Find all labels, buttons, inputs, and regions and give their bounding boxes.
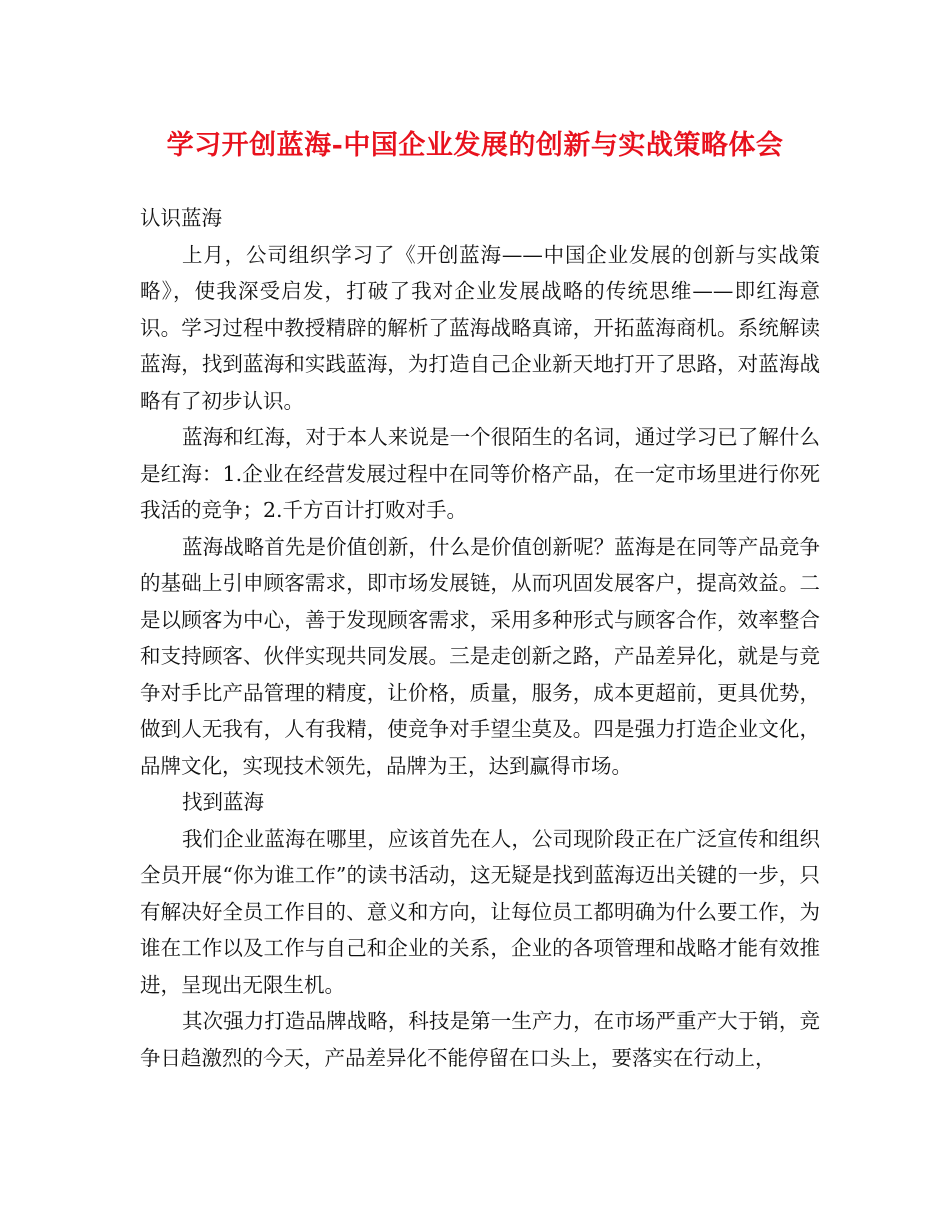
document-title: 学习开创蓝海-中国企业发展的创新与实战策略体会 bbox=[166, 130, 784, 161]
paragraph: 蓝海战略首先是价值创新，什么是价值创新呢？蓝海是在同等产品竞争的基础上引申顾客需求，即市场发展链，从而巩固发展客户，提高效益。二是以顾客为中心，善于发现顾客需求，采用多种形式与顾客合作，效率整合和支持顾客、伙伴实现共同发展。三是走创新之路，产品差异化，就是与竞争对手比产品管理的精度，让价格，质量，服务，成本更超前，更具优势，做到人无我有，人有我精，使竞争对手望尘莫及。四是强力打造企业文化，品牌文化，实现技术领先，品牌为王，达到赢得市场。 bbox=[140, 534, 820, 778]
paragraph: 蓝海和红海，对于本人来说是一个很陌生的名词，通过学习已了解什么是红海：1.企业在经营发展过程中在同等价格产品，在一定市场里进行你死我活的竞争；2.千方百计打败对手。 bbox=[140, 425, 820, 522]
section-heading: 找到蓝海 bbox=[182, 790, 265, 814]
paragraph: 其次强力打造品牌战略，科技是第一生产力，在市场严重产大于销，竞争日趋激烈的今天，产品差异化不能停留在口头上，要落实在行动上， bbox=[140, 1009, 820, 1070]
document-body bbox=[140, 200, 820, 1076]
section-heading: 认识蓝海 bbox=[140, 206, 222, 230]
paragraph: 我们企业蓝海在哪里，应该首先在人，公司现阶段正在广泛宣传和组织全员开展“你为谁工作”的读书活动，这无疑是找到蓝海迈出关键的一步，只有解决好全员工作目的、意义和方向，让每位员工都明确为什么要工作，为谁在工作以及工作与自己和企业的关系，企业的各项管理和战略才能有效推进，呈现出无限生机。 bbox=[140, 826, 820, 997]
paragraph: 上月，公司组织学习了《开创蓝海——中国企业发展的创新与实战策略》，使我深受启发，打破了我对企业发展战略的传统思维——即红海意识。学习过程中教授精辟的解析了蓝海战略真谛，开拓蓝海商机。系统解读蓝海，找到蓝海和实践蓝海，为打造自己企业新天地打开了思路，对蓝海战略有了初步认识。 bbox=[140, 242, 820, 413]
